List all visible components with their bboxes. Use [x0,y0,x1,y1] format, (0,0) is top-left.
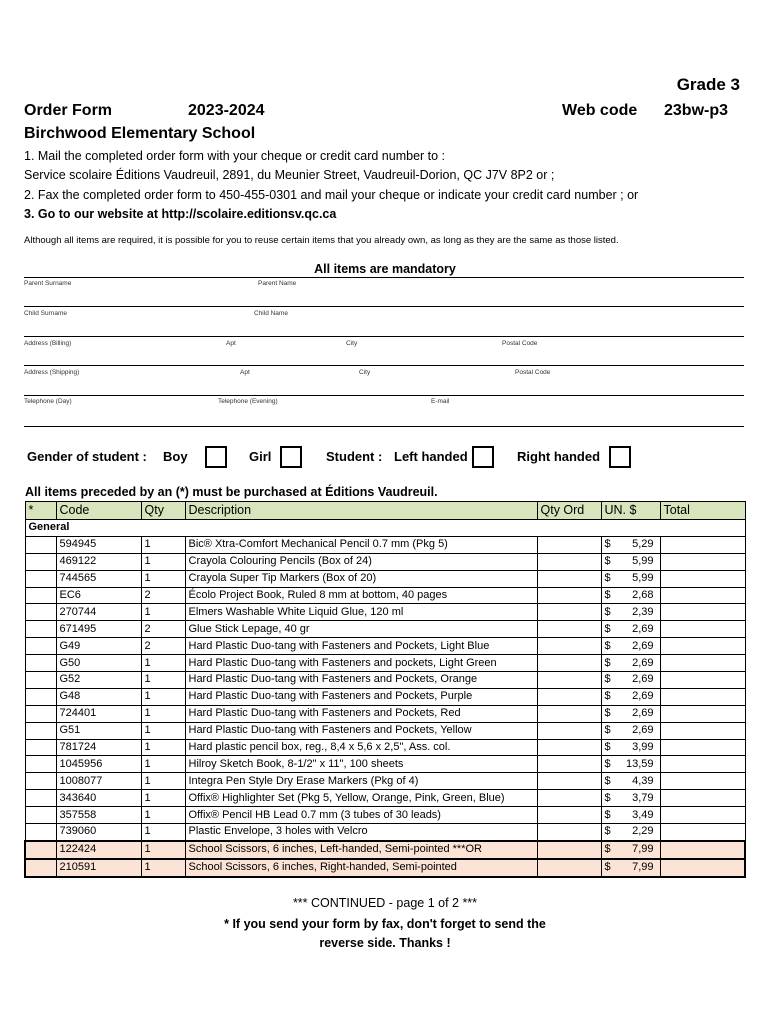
mandatory-heading: All items are mandatory [314,262,456,276]
qty-cell: 1 [141,790,185,807]
table-row [25,688,745,705]
table-row [25,790,745,807]
qty-cell: 1 [141,773,185,790]
currency-symbol: $ [604,843,611,856]
price-cell [601,553,660,570]
price-cell [601,672,660,689]
total-cell [660,587,745,604]
total-cell [660,570,745,587]
qty-ord-input[interactable] [537,638,601,655]
price-cell [601,621,660,638]
qty-cell: 1 [141,553,185,570]
price-cell [601,570,660,587]
currency-symbol: $ [604,808,611,821]
unit-price: 5,29 [632,538,654,551]
total-cell [660,841,745,859]
total-cell [660,859,745,877]
star-cell [25,824,56,841]
code-cell: 724401 [56,705,141,722]
price-cell [601,655,660,672]
qty-ord-input[interactable] [537,859,601,877]
currency-symbol: $ [604,622,611,635]
address-billing-label: Address (Billing) [24,340,72,347]
col-unit-price: UN. $ [601,502,660,520]
table-row [25,604,745,621]
unit-price: 2,69 [632,673,654,686]
unit-price: 2,39 [632,605,654,618]
code-cell: 1045956 [56,756,141,773]
price-cell [601,688,660,705]
qty-cell: 2 [141,587,185,604]
description-cell: School Scissors, 6 inches, Left-handed, Semi-pointed ***OR [185,841,537,859]
qty-cell: 1 [141,655,185,672]
right-handed-label: Right handed [517,449,601,464]
qty-ord-input[interactable] [537,841,601,859]
price-cell [601,756,660,773]
description-cell: Crayola Colouring Pencils (Box of 24) [185,553,537,570]
code-cell: EC6 [56,587,141,604]
qty-cell: 1 [141,604,185,621]
items-table [24,501,746,878]
price-cell [601,536,660,553]
table-row [25,807,745,824]
col-description: Description [185,502,537,520]
price-cell [601,841,660,859]
child-name-label: Child Name [254,310,288,317]
description-cell: Bic® Xtra-Comfort Mechanical Pencil 0.7 mm (Pkg 5) [185,536,537,553]
billing-field-line[interactable] [24,365,744,366]
price-cell [601,790,660,807]
unit-price: 3,49 [632,808,654,821]
star-cell [25,807,56,824]
qty-ord-input[interactable] [537,824,601,841]
table-row [25,570,745,587]
qty-ord-input[interactable] [537,705,601,722]
table-row [25,705,745,722]
instruction-1: 1. Mail the completed order form with your cheque or credit card number to : [24,149,446,163]
table-row [25,756,745,773]
unit-price: 4,39 [632,774,654,787]
unit-price: 5,99 [632,572,654,585]
total-cell [660,790,745,807]
qty-ord-input[interactable] [537,773,601,790]
description-cell: Hard Plastic Duo-tang with Fasteners and Pockets, Yellow [185,722,537,739]
price-cell [601,604,660,621]
currency-symbol: $ [604,741,611,754]
tel-day-label: Telephone (Day) [24,398,72,405]
col-total: Total [660,502,745,520]
qty-cell: 2 [141,621,185,638]
girl-checkbox[interactable] [280,446,302,468]
code-cell: 343640 [56,790,141,807]
table-row [25,739,745,756]
parent-field-line[interactable] [24,306,744,307]
unit-price: 2,69 [632,690,654,703]
code-cell: 671495 [56,621,141,638]
section-general: General [25,520,745,537]
price-cell [601,587,660,604]
description-cell: Crayola Super Tip Markers (Box of 20) [185,570,537,587]
total-cell [660,705,745,722]
table-row [25,722,745,739]
total-cell [660,621,745,638]
unit-price: 7,99 [632,843,654,856]
qty-ord-input[interactable] [537,570,601,587]
description-cell: Hard plastic pencil box, reg., 8,4 x 5,6 x 2,5", Ass. col. [185,739,537,756]
table-row [25,621,745,638]
email-label: E-mail [431,398,450,405]
currency-symbol: $ [604,690,611,703]
code-cell: G52 [56,672,141,689]
school-year: 2023-2024 [188,102,265,119]
currency-symbol: $ [604,572,611,585]
total-cell [660,722,745,739]
qty-ord-input[interactable] [537,807,601,824]
price-cell [601,705,660,722]
qty-ord-input[interactable] [537,688,601,705]
qty-ord-input[interactable] [537,621,601,638]
section-row [25,520,745,537]
currency-symbol: $ [604,673,611,686]
total-cell [660,756,745,773]
shipping-field-line[interactable] [24,395,744,396]
code-cell: 781724 [56,739,141,756]
web-code: 23bw-p3 [664,102,729,119]
total-cell [660,553,745,570]
qty-cell: 1 [141,570,185,587]
qty-cell: 1 [141,722,185,739]
star-cell [25,638,56,655]
currency-symbol: $ [604,639,611,652]
qty-ord-input[interactable] [537,655,601,672]
star-cell [25,604,56,621]
code-cell: 594945 [56,536,141,553]
currency-symbol: $ [604,791,611,804]
fax-note-2: reverse side. Thanks ! [319,936,451,950]
star-cell [25,655,56,672]
qty-ord-input[interactable] [537,672,601,689]
parent-surname-label: Parent Surname [24,280,72,287]
description-cell: Hard Plastic Duo-tang with Fasteners and Pockets, Orange [185,672,537,689]
contact-field-line[interactable] [24,426,744,427]
unit-price: 2,69 [632,656,654,669]
description-cell: Écolo Project Book, Ruled 8 mm at bottom, 40 pages [185,587,537,604]
price-cell [601,859,660,877]
star-cell [25,790,56,807]
currency-symbol: $ [604,538,611,551]
star-cell [25,859,56,877]
city-shipping-label: City [359,369,371,376]
description-cell: Integra Pen Style Dry Erase Markers (Pkg of 4) [185,773,537,790]
star-cell [25,739,56,756]
price-cell [601,773,660,790]
code-cell: 739060 [56,824,141,841]
description-cell: Glue Stick Lepage, 40 gr [185,621,537,638]
boy-label: Boy [163,449,188,464]
description-cell: Hard Plastic Duo-tang with Fasteners and pockets, Light Green [185,655,537,672]
unit-price: 7,99 [632,861,654,874]
table-header-row [25,502,745,520]
boy-checkbox[interactable] [205,446,227,468]
child-field-line[interactable] [24,336,744,337]
apt-shipping-label: Apt [240,369,250,376]
girl-label: Girl [249,449,272,464]
total-cell [660,638,745,655]
price-cell [601,824,660,841]
price-cell [601,638,660,655]
unit-price: 2,68 [632,589,654,601]
price-cell [601,722,660,739]
qty-cell: 1 [141,672,185,689]
city-billing-label: City [346,340,358,347]
total-cell [660,824,745,841]
col-code: Code [56,502,141,520]
star-cell [25,841,56,859]
qty-cell: 1 [141,536,185,553]
description-cell: Offix® Highlighter Set (Pkg 5, Yellow, Orange, Pink, Green, Blue) [185,790,537,807]
star-cell [25,688,56,705]
table-row [25,773,745,790]
star-cell [25,672,56,689]
unit-price: 3,99 [632,741,654,754]
col-star: * [25,502,56,520]
total-cell [660,672,745,689]
qty-cell: 1 [141,756,185,773]
star-cell [25,621,56,638]
parent-name-label: Parent Name [258,280,297,287]
description-cell: Offix® Pencil HB Lead 0.7 mm (3 tubes of 30 leads) [185,807,537,824]
qty-cell: 1 [141,824,185,841]
unit-price: 2,69 [632,707,654,720]
tel-evening-label: Telephone (Evening) [218,398,278,405]
col-qty-ord: Qty Ord [537,502,601,520]
star-cell [25,773,56,790]
table-row [25,655,745,672]
description-cell: Hard Plastic Duo-tang with Fasteners and Pockets, Red [185,705,537,722]
web-code-label: Web code [562,102,638,119]
code-cell: 744565 [56,570,141,587]
apt-billing-label: Apt [226,340,236,347]
unit-price: 2,69 [632,639,654,652]
fax-note: * If you send your form by fax, don't forget to send the [224,917,546,931]
star-cell [25,570,56,587]
left-handed-checkbox[interactable] [472,446,494,468]
table-row [25,859,745,877]
table-row [25,841,745,859]
instruction-address: Service scolaire Éditions Vaudreuil, 2891, du Meunier Street, Vaudreuil-Dorion, QC J7V 8P2 or ; [24,168,555,182]
qty-ord-input[interactable] [537,604,601,621]
currency-symbol: $ [604,605,611,618]
currency-symbol: $ [604,656,611,669]
table-row [25,536,745,553]
description-cell: Hilroy Sketch Book, 8-1/2" x 11", 100 sheets [185,756,537,773]
gender-label: Gender of student : [27,449,147,464]
code-cell: G49 [56,638,141,655]
qty-cell: 1 [141,807,185,824]
code-cell: 210591 [56,859,141,877]
code-cell: G48 [56,688,141,705]
qty-ord-input[interactable] [537,790,601,807]
code-cell: 1008077 [56,773,141,790]
qty-ord-input[interactable] [537,587,601,604]
currency-symbol: $ [604,861,611,874]
postal-shipping-label: Postal Code [515,369,551,376]
currency-symbol: $ [604,757,611,770]
star-cell [25,756,56,773]
qty-ord-input[interactable] [537,739,601,756]
qty-cell: 1 [141,841,185,859]
code-cell: G50 [56,655,141,672]
table-row [25,638,745,655]
reuse-note: Although all items are required, it is possible for you to reuse certain items that you already own, as long as they are the same as those listed. [24,235,619,246]
star-cell [25,722,56,739]
table-row [25,824,745,841]
code-cell: 357558 [56,807,141,824]
form-title: Order Form [24,102,113,119]
description-cell: Hard Plastic Duo-tang with Fasteners and Pockets, Light Blue [185,638,537,655]
address-shipping-label: Address (Shipping) [24,369,80,376]
star-cell [25,705,56,722]
unit-price: 2,69 [632,724,654,737]
instruction-2: 2. Fax the completed order form to 450-455-0301 and mail your cheque or indicate your credit card number ; or [24,188,639,202]
star-cell [25,536,56,553]
qty-ord-input[interactable] [537,553,601,570]
qty-ord-input[interactable] [537,536,601,553]
right-handed-checkbox[interactable] [609,446,631,468]
qty-cell: 1 [141,859,185,877]
table-row [25,553,745,570]
total-cell [660,773,745,790]
unit-price: 2,29 [632,825,654,838]
currency-symbol: $ [604,724,611,737]
col-qty: Qty [141,502,185,520]
total-cell [660,536,745,553]
description-cell: School Scissors, 6 inches, Right-handed, Semi-pointed [185,859,537,877]
qty-cell: 1 [141,705,185,722]
unit-price: 3,79 [632,791,654,804]
qty-ord-input[interactable] [537,756,601,773]
price-cell [601,739,660,756]
currency-symbol: $ [604,555,611,568]
price-cell [601,807,660,824]
left-handed-label: Left handed [394,449,468,464]
table-row [25,672,745,689]
total-cell [660,688,745,705]
postal-billing-label: Postal Code [502,340,538,347]
child-surname-label: Child Surname [24,310,67,317]
qty-cell: 2 [141,638,185,655]
qty-cell: 1 [141,739,185,756]
description-cell: Elmers Washable White Liquid Glue, 120 ml [185,604,537,621]
student-label: Student : [326,449,383,464]
code-cell: G51 [56,722,141,739]
total-cell [660,739,745,756]
currency-symbol: $ [604,825,611,838]
continued-note: *** CONTINUED - page 1 of 2 *** [292,896,478,910]
star-cell [25,587,56,604]
instruction-3: 3. Go to our website at http://scolaire.editionsv.qc.ca [24,207,337,221]
unit-price: 13,59 [625,757,654,770]
school-name: Birchwood Elementary School [24,125,256,142]
grade-label: Grade 3 [676,75,740,94]
divider [24,277,744,278]
currency-symbol: $ [604,774,611,787]
code-cell: 469122 [56,553,141,570]
qty-cell: 1 [141,688,185,705]
currency-symbol: $ [604,707,611,720]
unit-price: 5,99 [632,555,654,568]
description-cell: Hard Plastic Duo-tang with Fasteners and Pockets, Purple [185,688,537,705]
qty-ord-input[interactable] [537,722,601,739]
code-cell: 122424 [56,841,141,859]
total-cell [660,604,745,621]
total-cell [660,655,745,672]
total-cell [660,807,745,824]
unit-price: 2,69 [632,622,654,635]
code-cell: 270744 [56,604,141,621]
editions-note: All items preceded by an (*) must be purchased at Éditions Vaudreuil. [25,485,438,499]
currency-symbol: $ [604,589,611,601]
table-row [25,587,745,604]
star-cell [25,553,56,570]
description-cell: Plastic Envelope, 3 holes with Velcro [185,824,537,841]
